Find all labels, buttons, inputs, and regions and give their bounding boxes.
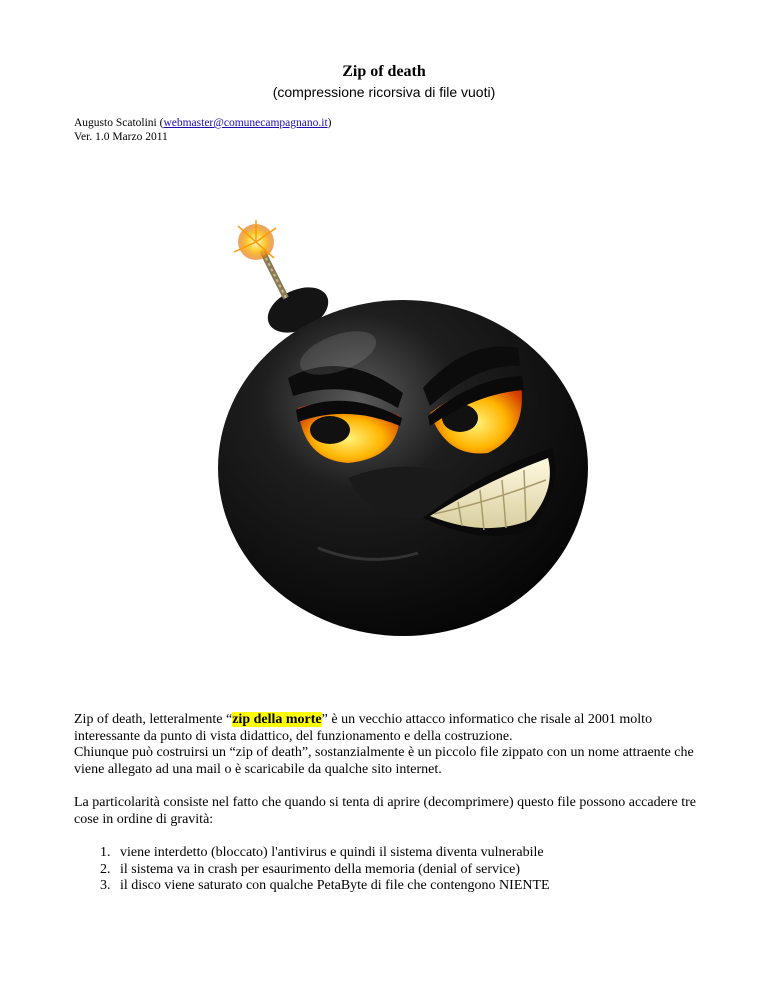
document-title: Zip of death bbox=[342, 63, 426, 80]
highlighted-term: zip della morte bbox=[232, 712, 322, 727]
list-item: 3. il disco viene saturato con qualche PetaByte di file che contengono NIENTE bbox=[114, 878, 714, 895]
intro-text-end: ” è un vecchio attacco informatico che risale al 2001 molto interessante da punto di vista didattico, del funzionamento e della costruzione. bbox=[74, 712, 653, 744]
body-text bbox=[74, 712, 714, 895]
list-item: 2. il sistema va in crash per esaurimento della memoria (denial of service) bbox=[114, 862, 714, 879]
author-line bbox=[74, 116, 331, 130]
author-name: Augusto Scatolini ( bbox=[74, 117, 164, 129]
author-block bbox=[74, 116, 331, 144]
effects-list bbox=[74, 845, 714, 895]
intro-text-line2: Chiunque può costruirsi un “zip of death”, sostanzialmente è un piccolo file zippato con un nome attraente che viene allegato ad una mail o è scaricabile da qualche sito internet. bbox=[74, 745, 694, 777]
author-suffix: ) bbox=[327, 117, 332, 129]
intro-text-start: Zip of death, letteralmente “ bbox=[74, 712, 233, 727]
list-item: 1. viene interdetto (bloccato) l'antivirus e quindi il sistema diventa vulnerabile bbox=[114, 845, 714, 862]
angry-bomb-icon bbox=[168, 218, 598, 638]
particularity-paragraph: La particolarità consiste nel fatto che quando si tenta di aprire (decomprimere) questo file possono accadere tre cose in ordine di gravità: bbox=[74, 795, 696, 827]
version-line: Ver. 1.0 Marzo 2011 bbox=[74, 131, 168, 143]
author-email-link[interactable]: webmaster@comunecampagnano.it bbox=[163, 117, 328, 129]
document-subtitle: (compressione ricorsiva di file vuoti) bbox=[272, 84, 496, 100]
intro-paragraph bbox=[74, 712, 714, 778]
